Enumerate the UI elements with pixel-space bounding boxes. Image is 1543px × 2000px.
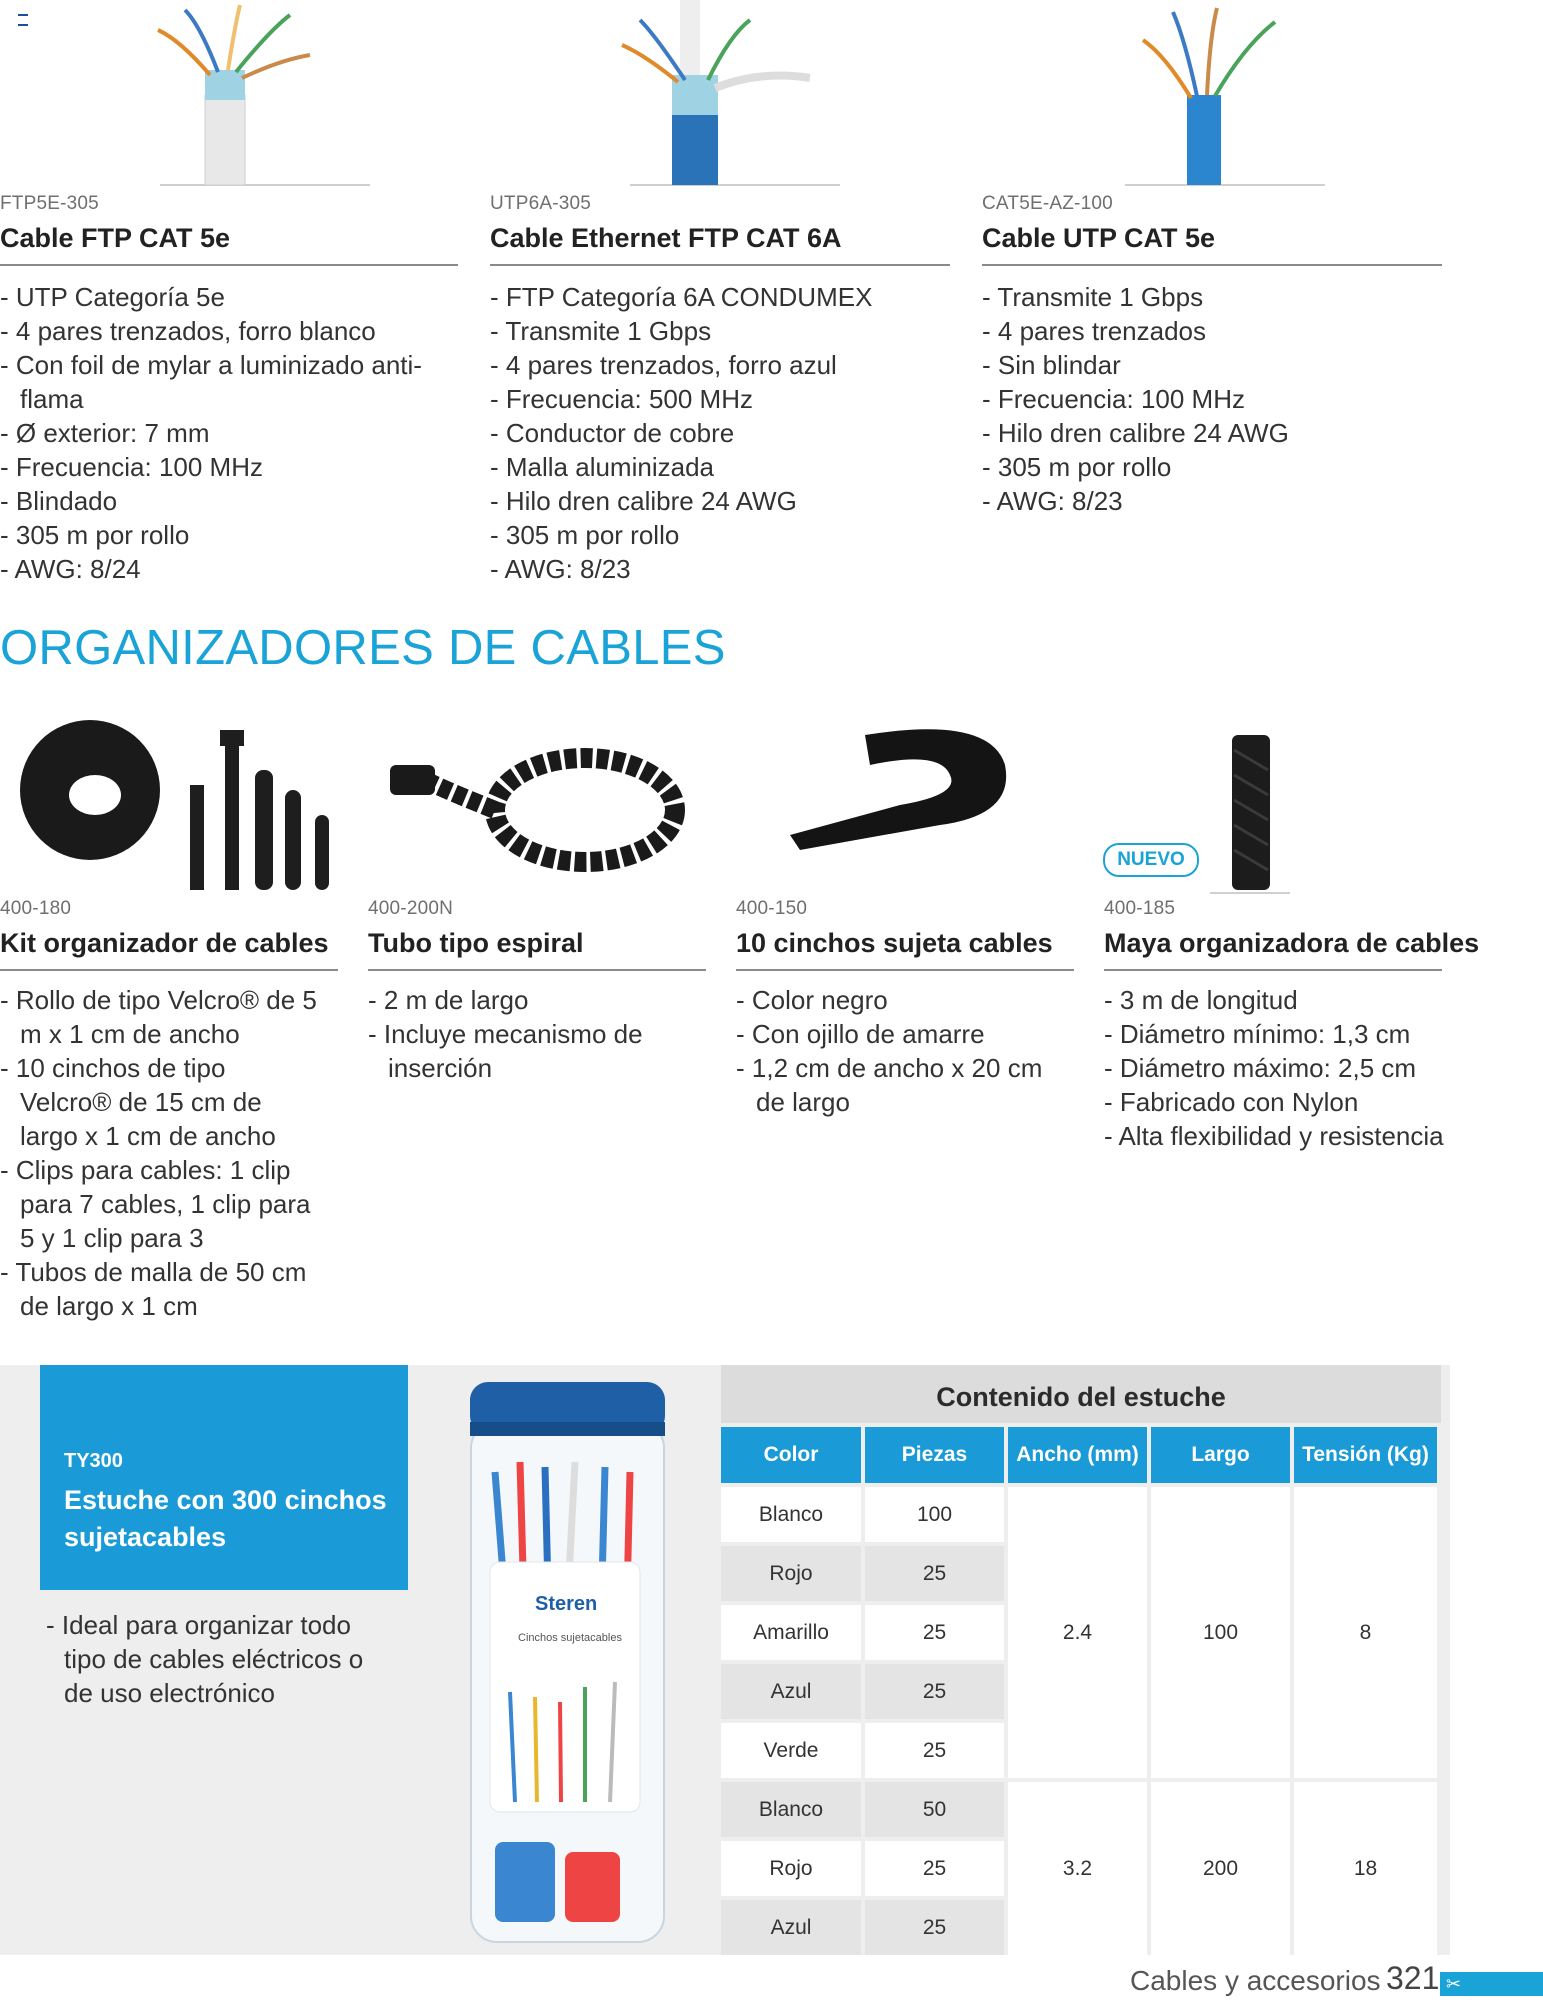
spec-item: - Sin blindar: [982, 350, 1121, 380]
spec-item: - 4 pares trenzados, forro azul: [490, 350, 837, 380]
organizer-product-straps: [736, 898, 1076, 1119]
spec-item: - Con foil de mylar a luminizado anti-flama: [0, 350, 422, 414]
product-code: 400-180: [0, 898, 72, 919]
spec-item: - AWG: 8/24: [0, 554, 141, 584]
spec-item: - Transmite 1 Gbps: [490, 316, 712, 346]
product-code: 400-200N: [368, 898, 454, 919]
cable-product-ftp5e: [0, 193, 460, 586]
corner-mark: [18, 14, 28, 26]
spec-item: - Incluye mecanismo de inserción: [368, 1019, 643, 1083]
table-cell-color: Blanco: [721, 1487, 861, 1542]
spec-item: - 305 m por rollo: [982, 452, 1172, 482]
title-divider: [490, 264, 950, 266]
spec-item: - UTP Categoría 5e: [0, 282, 225, 312]
table-cell-tension: 8: [1294, 1487, 1437, 1778]
table-body: [721, 1487, 1441, 1957]
product-title: Maya organizadora de cables: [1104, 928, 1480, 958]
spec-list: [736, 983, 1056, 1119]
product-title: Cable FTP CAT 5e: [0, 223, 231, 253]
table-title: Contenido del estuche: [721, 1365, 1441, 1423]
product-code: FTP5E-305: [0, 193, 99, 214]
spec-list: [1104, 983, 1474, 1153]
table-cell-color: Blanco: [721, 1782, 861, 1837]
organizer-product-spiral: [368, 898, 708, 1085]
spec-item: - 1,2 cm de ancho x 20 cm de largo: [736, 1053, 1043, 1117]
spec-item: - AWG: 8/23: [490, 554, 631, 584]
spec-item: - Fabricado con Nylon: [1104, 1087, 1359, 1117]
cable-image-1: [140, 0, 370, 190]
kit-contents-table: [721, 1365, 1441, 1957]
table-cell-width: 2.4: [1008, 1487, 1147, 1778]
spec-item: - 4 pares trenzados, forro blanco: [0, 316, 376, 346]
velcro-strap-image: [790, 725, 1020, 865]
spec-item: - Frecuencia: 500 MHz: [490, 384, 753, 414]
product-code: 400-150: [736, 898, 808, 919]
new-badge: NUEVO: [1103, 843, 1199, 877]
spec-item: - Color negro: [736, 985, 888, 1015]
spec-item: - Diámetro máximo: 2,5 cm: [1104, 1053, 1417, 1083]
spec-item: - Tubos de malla de 50 cm de largo x 1 cm: [0, 1257, 307, 1321]
table-cell-color: Rojo: [721, 1546, 861, 1601]
spiral-tube-image: [385, 740, 685, 890]
page-number: 321: [1386, 1960, 1440, 1996]
cable-image-2: [610, 0, 840, 190]
spec-item: - Frecuencia: 100 MHz: [0, 452, 263, 482]
spec-item: - Malla aluminizada: [490, 452, 714, 482]
product-title: Cable Ethernet FTP CAT 6A: [490, 223, 842, 253]
table-cell-pieces: 25: [865, 1723, 1004, 1778]
table-cell-pieces: 100: [865, 1487, 1004, 1542]
spec-item: - Transmite 1 Gbps: [982, 282, 1204, 312]
jar-brand-label: Steren: [535, 1593, 598, 1615]
product-code: TY300: [64, 1450, 123, 1472]
spec-item: - 10 cinchos de tipo Velcro® de 15 cm de largo x 1 cm de ancho: [0, 1053, 276, 1151]
organizer-product-sleeve: [1104, 898, 1480, 1153]
table-header-cell: Piezas: [865, 1427, 1004, 1483]
table-cell-pieces: 25: [865, 1605, 1004, 1660]
table-header-cell: Tensión (Kg): [1294, 1427, 1437, 1483]
spec-list: [0, 983, 318, 1323]
section-title: ORGANIZADORES DE CABLES: [0, 621, 726, 675]
spec-item: - 305 m por rollo: [0, 520, 190, 550]
spec-item: - Con ojillo de amarre: [736, 1019, 985, 1049]
title-divider: [736, 969, 1074, 971]
table-header-cell: Color: [721, 1427, 861, 1483]
velcro-kit-image: [10, 705, 340, 895]
spec-item: - Hilo dren calibre 24 AWG: [982, 418, 1289, 448]
product-title: Estuche con 300 cinchos sujetacables: [64, 1485, 387, 1552]
table-cell-color: Azul: [721, 1900, 861, 1955]
spec-item: - Diámetro mínimo: 1,3 cm: [1104, 1019, 1411, 1049]
spec-item: - Frecuencia: 100 MHz: [982, 384, 1245, 414]
product-title: Tubo tipo espiral: [368, 928, 584, 958]
spec-list: [490, 280, 950, 586]
spec-item: - 4 pares trenzados: [982, 316, 1207, 346]
cable-icon: ✂: [1446, 1974, 1462, 1994]
table-cell-pieces: 50: [865, 1782, 1004, 1837]
ty300-description: - Ideal para organizar todo tipo de cables eléctricos o de uso electrónico: [46, 1610, 364, 1708]
table-cell-pieces: 25: [865, 1841, 1004, 1896]
spec-item: - Blindado: [0, 486, 118, 516]
cable-product-utp6a: [490, 193, 950, 586]
spec-item: - AWG: 8/23: [982, 486, 1123, 516]
product-title: 10 cinchos sujeta cables: [736, 928, 1053, 958]
table-cell-length: 100: [1151, 1487, 1290, 1778]
cable-image-3: [1125, 0, 1325, 190]
spec-item: - 2 m de largo: [368, 985, 529, 1015]
spec-item: - FTP Categoría 6A CONDUMEX: [490, 282, 873, 312]
spec-item: - Conductor de cobre: [490, 418, 735, 448]
organizer-product-kit: [0, 898, 340, 1323]
title-divider: [982, 264, 1442, 266]
table-cell-pieces: 25: [865, 1664, 1004, 1719]
table-cell-color: Amarillo: [721, 1605, 861, 1660]
ty300-title-box: [40, 1365, 408, 1590]
spec-list: [0, 280, 460, 586]
table-cell-tension: 18: [1294, 1782, 1437, 1955]
jar-product-label: Cinchos sujetacables: [518, 1632, 622, 1644]
cable-product-cat5e: [982, 193, 1442, 518]
table-cell-length: 200: [1151, 1782, 1290, 1955]
product-title: Cable UTP CAT 5e: [982, 223, 1216, 253]
footer-section-name: Cables y accesorios: [1130, 1965, 1381, 1996]
table-cell-color: Rojo: [721, 1841, 861, 1896]
product-code: 400-185: [1104, 898, 1176, 919]
title-divider: [368, 969, 706, 971]
title-divider: [0, 264, 458, 266]
table-cell-color: Verde: [721, 1723, 861, 1778]
spec-item: - Clips para cables: 1 clip para 7 cables, 1 clip para 5 y 1 clip para 3: [0, 1155, 311, 1253]
table-header-cell: Largo: [1151, 1427, 1290, 1483]
spec-list: [368, 983, 668, 1085]
product-title: Kit organizador de cables: [0, 928, 329, 958]
product-code: CAT5E-AZ-100: [982, 193, 1113, 214]
title-divider: [1104, 969, 1442, 971]
table-cell-pieces: 25: [865, 1900, 1004, 1955]
spec-item: - 305 m por rollo: [490, 520, 680, 550]
title-divider: [0, 969, 338, 971]
table-cell-pieces: 25: [865, 1546, 1004, 1601]
table-header-cell: Ancho (mm): [1008, 1427, 1147, 1483]
table-header-row: [721, 1427, 1441, 1483]
product-code: UTP6A-305: [490, 193, 592, 214]
table-cell-width: 3.2: [1008, 1782, 1147, 1955]
table-cell-color: Azul: [721, 1664, 861, 1719]
cable-tie-jar-image: [465, 1382, 670, 1952]
spec-item: - Rollo de tipo Velcro® de 5 m x 1 cm de ancho: [0, 985, 317, 1049]
braided-sleeve-image: [1210, 730, 1290, 895]
spec-list: [982, 280, 1442, 518]
spec-item: - Ø exterior: 7 mm: [0, 418, 210, 448]
spec-item: - 3 m de longitud: [1104, 985, 1298, 1015]
spec-item: - Alta flexibilidad y resistencia: [1104, 1121, 1444, 1151]
spec-item: - Hilo dren calibre 24 AWG: [490, 486, 797, 516]
